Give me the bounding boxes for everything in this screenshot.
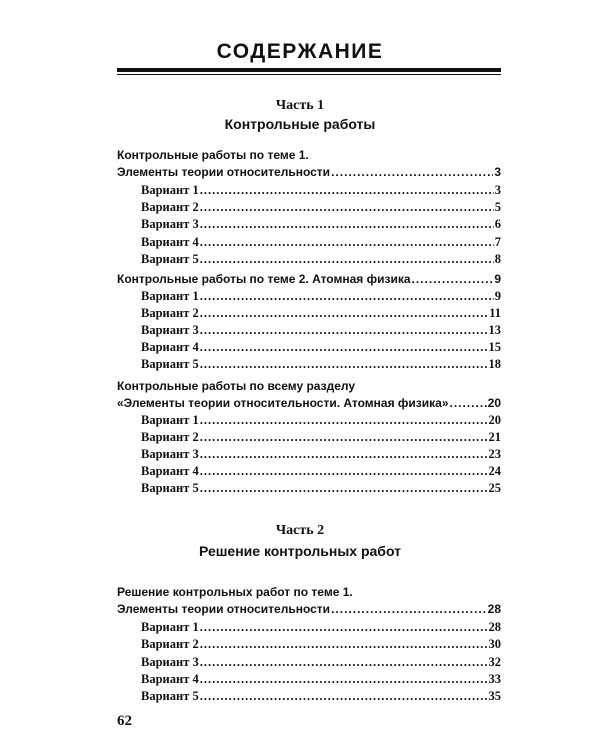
toc-variant[interactable]	[117, 413, 501, 431]
toc-page-number: 20	[488, 413, 501, 427]
part1-subtitle: Контрольные работы	[224, 116, 376, 132]
toc-page-number: 15	[488, 340, 501, 354]
toc-variant-label: Вариант 5	[141, 481, 199, 495]
toc-variant-label: Вариант 1	[141, 289, 199, 303]
toc-page-number: 5	[494, 200, 501, 214]
toc-variant-label: Вариант 4	[141, 235, 199, 249]
leader-dots	[200, 655, 488, 670]
toc-heading	[117, 379, 501, 397]
toc-variant-label: Вариант 4	[141, 672, 199, 686]
toc-variant-label: Вариант 4	[141, 340, 199, 354]
toc-variant-label: Вариант 1	[141, 183, 199, 197]
toc-variant-label: Вариант 3	[141, 447, 199, 461]
leader-dots	[200, 413, 488, 428]
page-number: 62	[117, 713, 132, 729]
leader-dots	[331, 165, 493, 179]
toc-variant-label: Вариант 1	[141, 413, 199, 427]
toc-variant[interactable]	[117, 481, 501, 499]
toc-variant-label: Вариант 1	[141, 620, 199, 634]
leader-dots	[200, 306, 488, 321]
toc-entry[interactable]	[117, 396, 501, 414]
toc-variant[interactable]	[117, 306, 501, 324]
page-title: СОДЕРЖАНИЕ	[216, 40, 384, 63]
toc-entry-label: Контрольные работы по теме 2. Атомная физика	[117, 272, 411, 286]
toc-variant-label: Вариант 2	[141, 200, 199, 214]
toc-entry-label: Элементы теории относительности	[117, 165, 331, 179]
part2-subtitle: Решение контрольных работ	[198, 543, 402, 559]
toc-heading-text: Контрольные работы по теме 1.	[117, 148, 309, 162]
toc-page-number: 21	[488, 430, 501, 444]
toc-variant-label: Вариант 2	[141, 430, 199, 444]
leader-dots	[200, 323, 488, 338]
toc-variant-label: Вариант 5	[141, 357, 199, 371]
leader-dots	[200, 235, 494, 250]
part2-label: Часть 2	[275, 523, 325, 538]
toc-variant[interactable]	[117, 183, 501, 201]
toc-variant[interactable]	[117, 340, 501, 358]
toc-page-number: 23	[488, 447, 501, 461]
leader-dots	[200, 183, 494, 198]
toc-variant[interactable]	[117, 200, 501, 218]
leader-dots	[200, 252, 494, 267]
toc-variant[interactable]	[117, 289, 501, 307]
toc-variant-label: Вариант 4	[141, 464, 199, 478]
toc-heading	[117, 148, 501, 166]
toc-variant-label: Вариант 5	[141, 689, 199, 703]
leader-dots	[200, 200, 494, 215]
leader-dots	[200, 620, 488, 635]
leader-dots	[200, 464, 488, 479]
toc-entry[interactable]	[117, 272, 501, 290]
leader-dots	[200, 689, 488, 704]
toc-heading-text: Контрольные работы по всему разделу	[117, 379, 356, 393]
leader-dots	[200, 289, 494, 304]
leader-dots	[331, 602, 487, 616]
leader-dots	[200, 430, 488, 445]
toc-variant-label: Вариант 3	[141, 323, 199, 337]
toc-page-number: 28	[487, 602, 501, 616]
title-rule-thin	[117, 74, 501, 75]
leader-dots	[450, 396, 487, 410]
toc-variant-label: Вариант 5	[141, 252, 199, 266]
toc-variant[interactable]	[117, 430, 501, 448]
toc-entry[interactable]	[117, 602, 501, 620]
toc-variant[interactable]	[117, 464, 501, 482]
toc-page-number: 13	[488, 323, 501, 337]
toc-page-number: 20	[487, 396, 501, 410]
leader-dots	[200, 637, 488, 652]
toc-variant[interactable]	[117, 689, 501, 707]
toc-page-number: 24	[488, 464, 501, 478]
toc-page-number: 11	[489, 306, 501, 320]
toc-variant-label: Вариант 2	[141, 306, 199, 320]
toc-variant-label: Вариант 3	[141, 217, 199, 231]
part1-label: Часть 1	[275, 98, 325, 113]
toc-page-number: 8	[494, 252, 501, 266]
leader-dots	[200, 672, 488, 687]
toc-page-number: 6	[494, 217, 501, 231]
toc-entry[interactable]	[117, 165, 501, 183]
toc-page-number: 3	[494, 165, 501, 179]
toc-page-number: 32	[488, 655, 501, 669]
toc-page-number: 18	[488, 357, 501, 371]
toc-page-number: 9	[494, 272, 501, 286]
toc-entry-label: Элементы теории относительности	[117, 602, 331, 616]
leader-dots	[412, 272, 494, 286]
toc-page-number: 28	[488, 620, 501, 634]
toc-page-number: 7	[494, 235, 501, 249]
toc-page-number: 3	[494, 183, 501, 197]
title-rule-thick	[117, 68, 501, 72]
leader-dots	[200, 481, 488, 496]
toc-variant[interactable]	[117, 235, 501, 253]
toc-heading-text: Решение контрольных работ по теме 1.	[117, 585, 353, 599]
leader-dots	[200, 357, 488, 372]
toc-variant[interactable]	[117, 252, 501, 270]
toc-variant[interactable]	[117, 637, 501, 655]
toc-variant[interactable]	[117, 447, 501, 465]
toc-variant[interactable]	[117, 357, 501, 375]
toc-variant[interactable]	[117, 217, 501, 235]
toc-variant[interactable]	[117, 323, 501, 341]
toc-entry-label: «Элементы теории относительности. Атомная физика»	[117, 396, 449, 410]
toc-page-number: 30	[488, 637, 501, 651]
leader-dots	[200, 340, 488, 355]
toc-page-number: 33	[488, 672, 501, 686]
toc-variant-label: Вариант 2	[141, 637, 199, 651]
toc-page-number: 25	[488, 481, 501, 495]
toc-page-number: 35	[488, 689, 501, 703]
toc-variant[interactable]	[117, 655, 501, 673]
leader-dots	[200, 447, 488, 462]
toc-heading	[117, 585, 501, 603]
toc-variant[interactable]	[117, 672, 501, 690]
toc-page-number: 9	[494, 289, 501, 303]
toc-variant-label: Вариант 3	[141, 655, 199, 669]
toc-variant[interactable]	[117, 620, 501, 638]
leader-dots	[200, 217, 494, 232]
